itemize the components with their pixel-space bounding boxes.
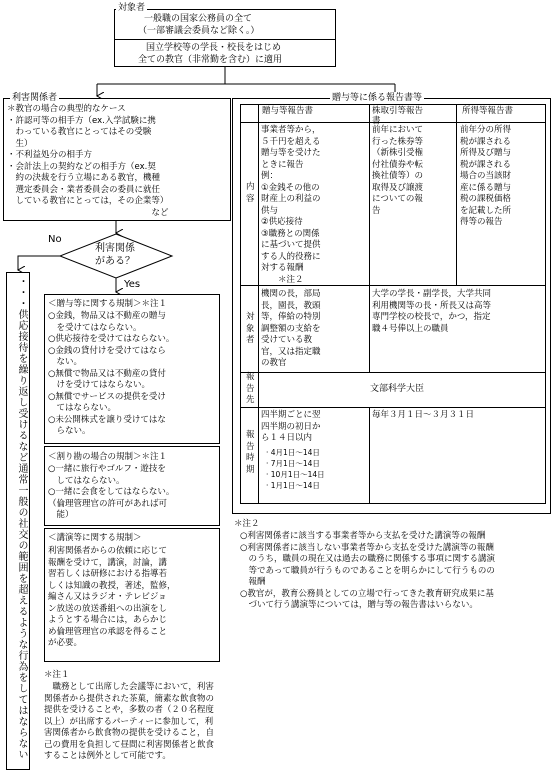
content-gift-line: する人的役務に [261, 251, 321, 262]
split-line: 能） [48, 510, 74, 520]
content-gift-line: 対する報酬 [261, 263, 304, 273]
content-income-line: 税が課される [460, 159, 512, 170]
target-line4: 全ての教官（非常勤を含む）に適用 [138, 55, 283, 65]
split-line: ○一緒に会食をしてはならない。 [48, 487, 175, 497]
content-income-line: 所得及び贈与 [460, 148, 512, 158]
note1-line: 害関係者から飲食物の提供を受けること，自 [44, 728, 215, 738]
lectures-line: 習若しくは研修における指導若 [48, 569, 168, 579]
split-lines [48, 464, 174, 522]
interested-heading: 利害関係者 [12, 93, 58, 103]
interested-line: ・許認可等の相手方（ex.入学試験に携 [7, 115, 156, 126]
note1-mark: ＊注１ [44, 670, 70, 680]
interested-lines [7, 104, 169, 219]
lectures-line: 利害関係者からの依頼に応じて [48, 546, 168, 556]
interested-line: わっている教官にとってはその受験 [7, 127, 152, 137]
interested-line: 約の決裁を行う立場にある教官，機種 [7, 173, 161, 183]
gifts-line: を受けてはならない。 [48, 322, 142, 333]
target-others-line: 利用機関等の長・所長又は高等 [372, 300, 492, 311]
note1-lines [44, 682, 214, 763]
timing-gift [261, 410, 321, 445]
content-income-line: 得等の報告 [460, 217, 503, 227]
timing-period: · 10月1日～14日 [266, 470, 325, 479]
target-gift-line: 機関の長，部局 [261, 289, 321, 299]
interested-line: など [7, 207, 169, 218]
note1-line: することは例外として可能です。 [44, 751, 171, 761]
target-gift-line: 官，又は指定職 [261, 346, 321, 357]
gifts-line: らない。 [48, 426, 91, 436]
timing-period: · 1月1日～14日 [266, 481, 320, 490]
target-heading: 対象者 [118, 3, 146, 13]
target-line1: 一般職の国家公務員の全て [144, 14, 253, 24]
row-label-timing: 報 告 時 期 [246, 430, 255, 475]
col-header-stock: 株取引等報告 書 [372, 106, 424, 126]
content-income-line: 前年分の所得 [460, 125, 512, 135]
content-gift-line: ＊注２ [261, 274, 304, 285]
row-label-content: 内 容 [246, 182, 255, 204]
no-arrow [18, 256, 60, 270]
content-income-line: 産に係る贈与 [460, 182, 512, 193]
content-gift-line: ときに報告 [261, 159, 304, 170]
gifts-line: けを受けてはならない。 [48, 380, 151, 390]
col-header-gift: 贈与等報告書 [262, 106, 314, 116]
target-others-line: 大学の学長・副学長，大学共同 [372, 289, 492, 299]
content-gift-line: 事業者等から， [261, 125, 321, 135]
gifts-line: ○未公開株式を譲り受けてはな [48, 414, 166, 425]
target-gift-line: の教官 [261, 358, 287, 368]
note2-line: づいて行う講演等については，贈与等の報告書はいらない。 [240, 600, 478, 610]
interested-line: ・会計法上の契約などの相手方（ex.契 [7, 161, 156, 172]
content-stock [372, 125, 423, 217]
content-gift-line: 例： [261, 171, 279, 181]
note2-mark: ＊注２ [234, 519, 260, 529]
gifts-line: てはならない。 [48, 403, 117, 413]
decision-question-line1: 利害関係 [95, 243, 135, 254]
target-others [372, 289, 491, 335]
content-income-line: 税の課税価格 [460, 194, 512, 204]
content-gift-line: ５千円を超える [261, 136, 321, 147]
split-heading: ＜割り勘の場合の規制＞＊注１ [48, 452, 168, 462]
target-gift [261, 289, 321, 370]
lectures-line: め倫理管理官の承認を得ること [48, 626, 168, 637]
target-line2: （一部審議会委員など除く。） [138, 26, 260, 36]
interested-line: している教官にとっては，その企業等） [7, 196, 169, 206]
timing-gift-line: 四半期ごとに翌 [261, 410, 321, 420]
lectures-line: 編さん又はラジオ・テレビジョ [48, 592, 167, 602]
content-stock-line: についての報 [372, 194, 423, 204]
gifts-heading: ＜贈与等に関する規制＞＊注１ [48, 299, 168, 309]
lectures-line: 報酬を受けて，講演，討論，講 [48, 557, 167, 568]
gifts-line: ○供応接待を受けてはならない。 [48, 334, 175, 344]
lectures-line: ン放送の放送番組への出演をし [48, 603, 168, 614]
note2-line: 等であって職員が行うものであることを明らかにして行うものの [240, 565, 495, 576]
lectures-line: ようとする場合には，あらかじ [48, 615, 168, 625]
note2-lines [240, 531, 495, 612]
interested-line: 生） [7, 138, 33, 149]
content-stock-line: （新株引受権 [372, 148, 424, 158]
content-income [460, 125, 511, 229]
gifts-line: ○金銭の貸付けを受けてはなら [48, 345, 166, 356]
lectures-line: しくは知識の教授，著述，監修， [48, 580, 176, 591]
content-stock-line: 取得及び譲渡 [372, 182, 424, 193]
decision-question-line2: がある？ [95, 256, 135, 267]
lectures-lines [48, 546, 176, 650]
interested-line: 選定委員会・業者委員会の委員に就任 [7, 184, 161, 195]
target-others-line: 職４号俸以上の職員 [372, 323, 449, 334]
target-gift-line: 受けている教 [261, 335, 313, 345]
split-line: ○一緒に旅行やゴルフ・遊技を [48, 464, 166, 474]
no-label: No [48, 234, 62, 245]
gifts-line: ○無償で物品又は不動産の貸付 [48, 368, 166, 379]
note2-line: ○利害関係者に該当する事業者等から支払を受けた講演等の報酬 [240, 531, 486, 541]
row-label-destination: 報 告 先 [246, 372, 255, 405]
target-gift-line: 等，俸給の特別 [261, 312, 321, 322]
note2-line: 報酬 [240, 577, 266, 587]
content-gift-line: 供与 [261, 205, 279, 216]
content-income-line: を記載した所 [460, 205, 512, 216]
content-stock-line: 換社債等）の [372, 171, 424, 181]
content-gift-line: 財産上の利益の [261, 194, 321, 204]
note1-line: 職務として出席した会議等において，利害 [44, 682, 214, 692]
split-line: してはならない。 [48, 475, 125, 486]
target-gift-line: 調整額の支給を [261, 323, 321, 334]
gifts-line: ○金銭，物品又は不動産の贈与 [48, 311, 166, 321]
no-branch-text: ・・・供応接待を繰り返し受けるなど通常一般の社交の範囲を超えるような行為をしてはならない [16, 276, 27, 760]
content-stock-line: 前年において [372, 125, 424, 135]
content-stock-line: 付社債券や転 [372, 159, 424, 170]
content-stock-line: 告 [372, 205, 381, 216]
lectures-heading: ＜講演等に関する規制＞ [48, 533, 142, 543]
target-others-line: 専門学校の校長で，かつ，指定 [372, 312, 491, 322]
interested-line: ・不利益処分の相手方 [7, 150, 93, 160]
target-line3: 国立学校等の学長・校長をはじめ [146, 43, 282, 53]
note2-line: ○教官が，教育公務員としての立場で行ってきた教育研究成果に基 [240, 588, 494, 599]
timing-gift-line: ら１４日以内 [261, 433, 313, 443]
target-gift-line: 長，園長，教頭 [261, 300, 321, 311]
note1-line: 以上）が出席するパーティーに参加して，利 [44, 716, 214, 727]
timing-period: · 4月1日～14日 [266, 448, 320, 457]
content-stock-line: 行った株券等 [372, 136, 424, 147]
report-title: 贈与等に係る報告書等 [332, 93, 423, 103]
row-label-target: 対 象 者 [246, 312, 255, 345]
content-gift-line: に基づいて提供 [261, 240, 321, 250]
interested-line: ＊教官の場合の典型的なケース [7, 104, 126, 114]
note1-line: 己の費用を負担して昼間に利害関係者と飲食 [44, 739, 215, 750]
timing-period: · 7月1日～14日 [266, 459, 320, 468]
content-income-line: 税が課される [460, 136, 512, 147]
timing-others: 毎年３月１日～３月３１日 [372, 410, 475, 420]
split-line: （倫理管理官の許可があれば可 [48, 498, 168, 509]
note1-line: 提供を受けることや，多数の者（２０名程度 [44, 705, 214, 715]
gifts-lines [48, 311, 174, 438]
lectures-line: が必要。 [48, 638, 83, 648]
yes-label: Yes [124, 279, 141, 290]
content-income-line: 場合の当該財 [460, 171, 512, 181]
content-gift-line: ①金銭その他の [261, 182, 320, 193]
gifts-line: ○無償でサービスの提供を受け [48, 391, 166, 402]
col-header-income: 所得等報告書 [462, 106, 514, 116]
timing-gift-line: 四半期の初日か [261, 421, 321, 432]
destination-value: 文部科学大臣 [370, 384, 425, 394]
timing-periods [266, 447, 325, 491]
gifts-line: ない。 [48, 357, 83, 367]
note1-line: 関係者から提供された茶菓，簡素な飲食物の [44, 693, 215, 704]
note2-line: ○利害関係者に該当しない事業者等から支払を受けた講演等の報酬 [240, 542, 494, 553]
content-gift-line: ②供応接待 [261, 217, 303, 227]
note2-line: のうち，職員の現在又は過去の職務に関係する事項に関する講演 [240, 554, 496, 564]
content-gift-line: ③職務との関係 [261, 228, 320, 239]
content-gift-line: 贈与等を受けた [261, 148, 321, 158]
content-gift [261, 125, 321, 286]
